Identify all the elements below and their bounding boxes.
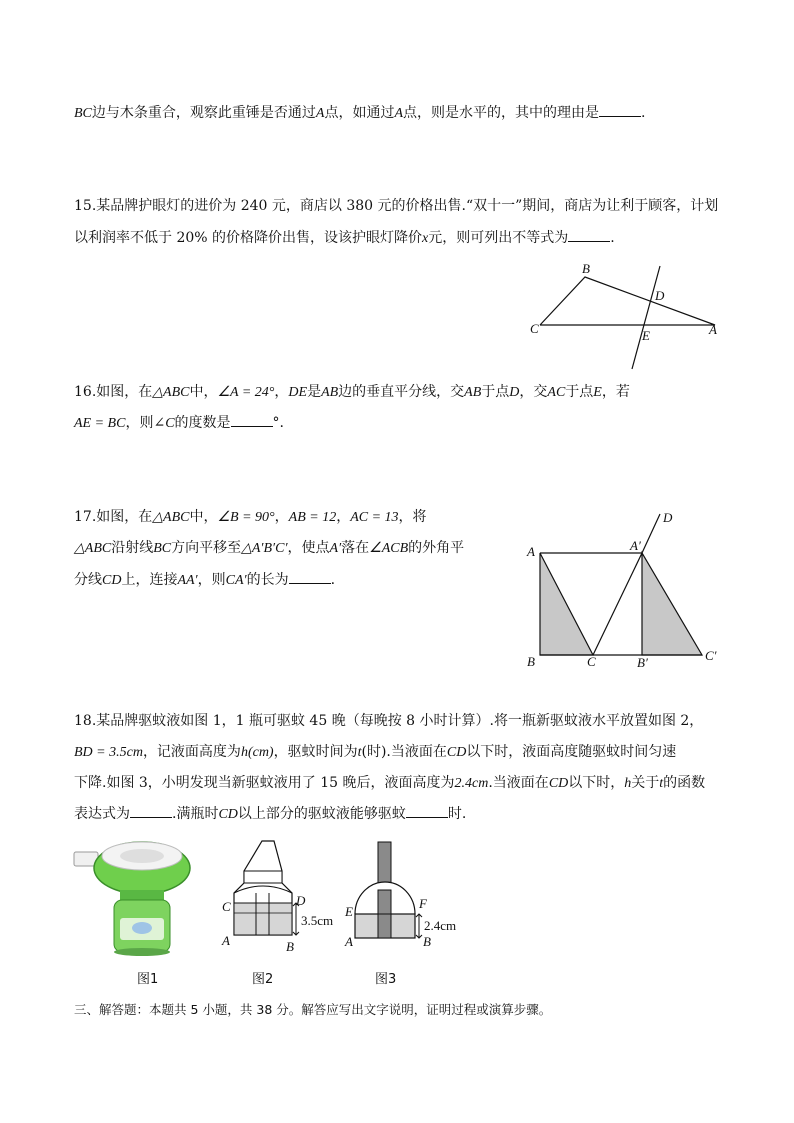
caption-figure-2: 图2: [252, 972, 274, 987]
caption-figure-3: 图3: [375, 972, 397, 987]
q16-text: ，: [274, 384, 289, 400]
q18-line-4: [74, 804, 466, 825]
q17-text: BC: [153, 541, 172, 556]
q17-text: 上，连接: [121, 572, 178, 588]
q18-text: 关于: [631, 775, 660, 791]
q17-text: AA′: [177, 573, 198, 588]
q18-line-3: [74, 773, 705, 794]
q16-text: 于点: [565, 384, 594, 400]
fig17-label-Cp: C′: [705, 648, 717, 663]
q17-text: CA′: [225, 573, 247, 588]
q18-text: CD: [446, 745, 467, 760]
caption-figure-1: 图1: [137, 972, 159, 987]
q17-text: △A′B′C′: [241, 541, 288, 556]
q16-text: 16.如图，在: [74, 384, 153, 400]
q15-text: x: [422, 231, 429, 246]
q16-line-2: [74, 413, 284, 434]
q17-text: 沿射线: [111, 540, 154, 556]
fig3-label-B: B: [423, 934, 431, 949]
fig2-length-label: 3.5cm: [301, 913, 334, 928]
q18-text: BD = 3.5cm: [74, 745, 143, 760]
q15-text: 以利润率不低于 20% 的价格降价出售，设该护眼灯降价: [74, 230, 423, 246]
q14-text: A: [394, 106, 404, 121]
answer-blank[interactable]: [568, 229, 610, 242]
q16-text: ，若: [601, 384, 630, 400]
fig3-label-F: F: [419, 896, 427, 911]
fig16-label-C: C: [530, 321, 539, 336]
q18-text: 以下时，液面高度随驱蚊时间匀速: [466, 744, 677, 760]
mosquito-repellent-product-illustration: [72, 838, 202, 958]
q17-text: ，则: [197, 572, 226, 588]
q15-text: 元，则可列出不等式为: [428, 230, 569, 246]
q18-text: 时.: [447, 806, 467, 822]
q16-text: 边的垂直平分线，交: [338, 384, 465, 400]
q18-text: 18.某品牌驱蚊液如图 1，1 瓶可驱蚊 45 晚（每晚按 8 小时计算）.将一瓶新驱蚊液水平放置如图 2，: [74, 713, 704, 729]
q18-text: 以上部分的驱蚊液能够驱蚊: [237, 806, 406, 822]
q17-translation-figure: [525, 508, 740, 668]
q17-text: ，将: [398, 509, 427, 525]
q16-text: AC: [547, 385, 566, 400]
q18-line-2: [74, 742, 676, 763]
q15-text: 15.某品牌护眼灯的进价为 240 元，商店以 380 元的价格出售.“双十一”期间，商店为让利于顾客，计划: [74, 198, 719, 214]
q16-text: C: [165, 416, 175, 431]
q16-text: ∠A = 24°: [217, 385, 275, 400]
q17-text: A′: [329, 541, 342, 556]
q17-text: 分线: [74, 572, 102, 588]
q17-text: ∠ACB: [369, 541, 409, 556]
q16-triangle-figure: [525, 262, 725, 372]
q17-text: CD: [102, 573, 122, 588]
q17-text: 方向平移至: [171, 540, 242, 556]
q18-text: ，驱蚊时间为: [273, 744, 358, 760]
fig16-label-E: E: [642, 328, 650, 343]
answer-blank[interactable]: [289, 571, 331, 584]
fig3-label-E: E: [345, 904, 353, 919]
q15-line-2: [74, 228, 615, 249]
q16-text: △ABC: [152, 385, 190, 400]
q17-text: 的长为: [246, 572, 289, 588]
q15-text: .: [610, 230, 615, 246]
q17-text: 落在: [341, 540, 370, 556]
q18-text: h(cm): [240, 745, 274, 760]
q14-text: 边与木条重合，观察此重锤是否通过: [91, 105, 316, 121]
q17-line-2: [74, 538, 464, 559]
q16-text: AB: [464, 385, 482, 400]
q18-text: t: [659, 776, 664, 791]
q18-text: .当液面在: [488, 775, 549, 791]
q17-text: ，: [336, 509, 351, 525]
q18-text: CD: [548, 776, 569, 791]
fig17-label-Ap: A′: [630, 538, 641, 553]
q16-text: ，则∠: [125, 415, 166, 431]
q16-text: 是: [307, 384, 322, 400]
q16-text: ，交: [519, 384, 548, 400]
fig17-label-Bp: B′: [637, 655, 648, 670]
q14-text: BC: [74, 106, 92, 121]
q17-text: AC = 13: [350, 510, 399, 525]
q17-text: △ABC: [74, 541, 112, 556]
q16-text: DE: [288, 385, 308, 400]
q17-text: 17.如图，在: [74, 509, 153, 525]
fig16-label-A: A: [709, 322, 717, 337]
q18-line-1: [74, 711, 703, 731]
q16-text: 于点: [481, 384, 510, 400]
fig17-label-B: B: [527, 654, 535, 669]
q18-text: (时).当液面在: [361, 744, 447, 760]
q18-figure-2-bottle: [220, 835, 345, 960]
fig2-label-C: C: [222, 899, 231, 914]
q17-text: △ABC: [152, 510, 190, 525]
q18-text: 的函数: [663, 775, 706, 791]
q16-text: AB: [321, 385, 339, 400]
q17-text: AB = 12: [288, 510, 337, 525]
q18-text: 以下时，: [568, 775, 625, 791]
fig16-label-D: D: [655, 288, 665, 303]
q16-text: D: [509, 385, 520, 400]
q16-text: 的度数是: [174, 415, 231, 431]
q17-text: ，使点: [287, 540, 330, 556]
fig17-label-C: C: [587, 654, 596, 669]
answer-blank[interactable]: [406, 805, 448, 818]
fig2-label-A: A: [222, 933, 230, 948]
q18-text: 2.4cm: [454, 776, 489, 791]
q16-line-1: [74, 382, 630, 403]
q14-line: [74, 103, 645, 124]
q18-text: 下降.如图 3，小明发现当新驱蚊液用了 15 晚后，液面高度为: [74, 775, 455, 791]
q17-text: .: [330, 572, 336, 588]
fig16-label-B: B: [582, 261, 590, 276]
q16-text: °.: [272, 415, 284, 431]
fig2-label-B: B: [286, 939, 294, 954]
q14-text: 点，如通过: [324, 105, 395, 121]
q18-text: ，记液面高度为: [142, 744, 241, 760]
q15-line-1: [74, 196, 718, 216]
section-heading-3: 三、解答题：本题共 5 小题，共 38 分。解答应写出文字说明，证明过程或演算步骤。: [74, 1002, 552, 1017]
fig17-label-D: D: [663, 510, 673, 525]
answer-blank[interactable]: [231, 414, 273, 427]
fig2-label-D: D: [296, 893, 306, 908]
q18-text: t: [357, 745, 362, 760]
q18-text: h: [624, 776, 632, 791]
q18-figure-3-bottle: [345, 838, 470, 963]
q18-text: CD: [218, 807, 238, 822]
q17-text: ∠B = 90°: [217, 510, 275, 525]
q14-text: .: [641, 105, 646, 121]
q14-text: A: [315, 106, 325, 121]
q17-line-3: [74, 570, 335, 591]
answer-blank[interactable]: [599, 104, 641, 117]
q17-text: 的外角平: [408, 540, 465, 556]
q17-line-1: [74, 507, 427, 528]
fig3-length-label: 2.4cm: [424, 918, 457, 933]
q17-text: ，: [274, 509, 289, 525]
answer-blank[interactable]: [130, 805, 172, 818]
fig17-label-A: A: [527, 544, 535, 559]
q17-text: 中，: [189, 509, 218, 525]
q16-text: 中，: [189, 384, 218, 400]
q18-text: 表达式为: [74, 806, 130, 822]
q16-text: E: [593, 385, 602, 400]
q16-text: AE = BC: [74, 416, 126, 431]
fig3-label-A: A: [345, 934, 353, 949]
q18-text: .满瓶时: [172, 806, 219, 822]
q14-text: 点，则是水平的，其中的理由是: [403, 105, 600, 121]
